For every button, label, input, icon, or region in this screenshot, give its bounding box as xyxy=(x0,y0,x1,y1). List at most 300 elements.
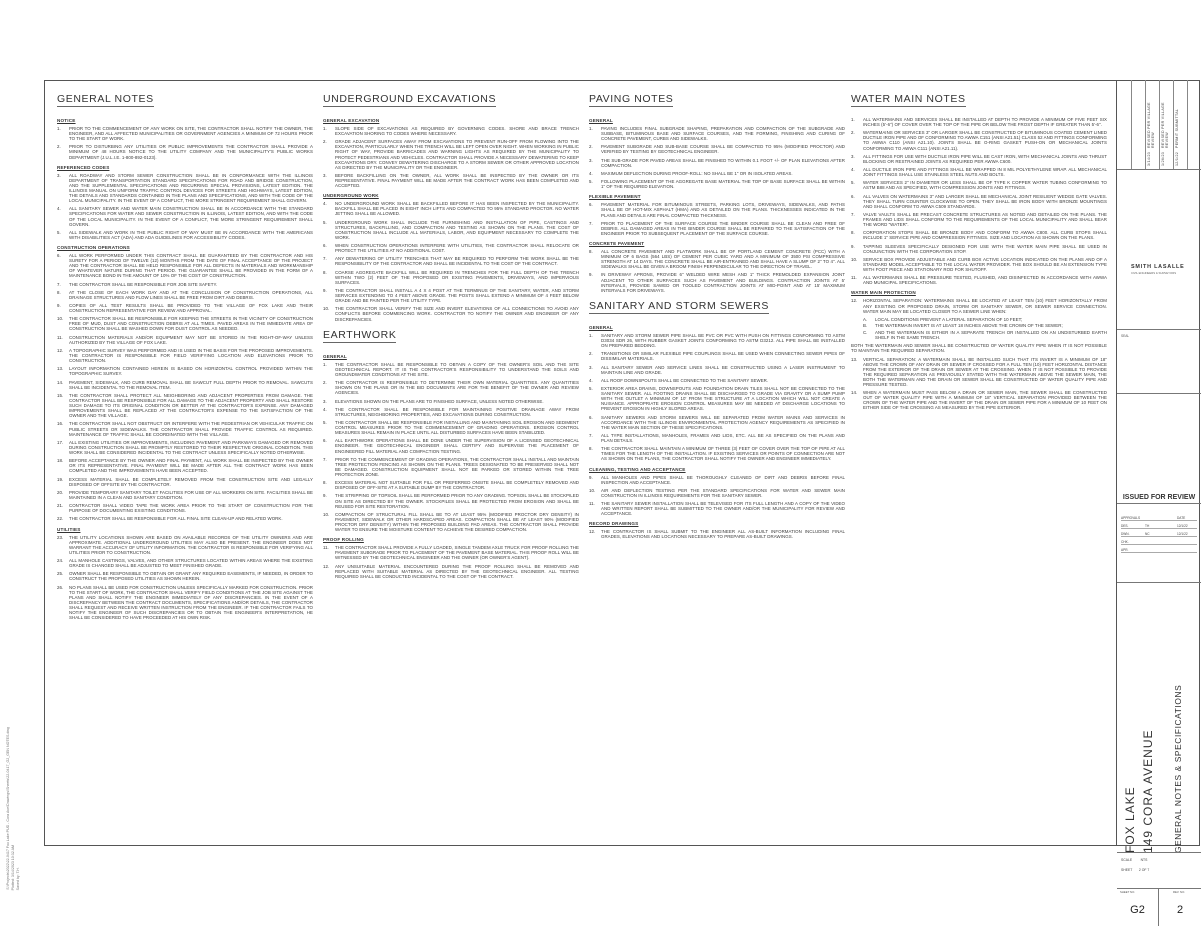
paving-title: PAVING NOTES xyxy=(589,93,674,105)
note-item xyxy=(57,585,313,621)
note-text: ELEVATIONS SHOWN ON THE PLANS ARE TO FINISHED SURFACE, UNLESS NOTED OTHERWISE. xyxy=(335,398,544,404)
note-item xyxy=(57,126,313,141)
note-number: 17. xyxy=(57,439,64,445)
concrete-pavement-list xyxy=(589,249,845,293)
note-text: PAVEMENT MATERIAL FOR BITUMINOUS STREETS, PARKING LOTS, DRIVEWAYS, SIDEWALKS, AND PATHS SHALL BE OF HOT-MIX ASPHALT (HMA) AND AS DETAILED ON THE PLANS. THICKNESSES INDICATED IN THE PLANS AND DETAILS ARE FINAL COMPACTED THICKNESS. xyxy=(601,202,845,218)
revision-entry-2: REVISED PER VILLAGE REVIEW xyxy=(1161,102,1169,148)
note-text: ALL SANITARY SEWER AND WATER MAIN CONSTRUCTION SHALL BE IN ACCORDANCE WITH THE STANDARD SPECIFICATIONS FOR WATER AND SEWER CONSTRUCTION IN ILLINOIS, LATEST EDITION, AND WITH THE CODE OF THE LOCAL MUNICIPALITY. IN THE EVENT OF A CONFLICT, THE MORE STRINGENT REQUIREMENT SHALL GOVERN. xyxy=(69,206,313,227)
note-text: THE CONTRACTOR SHALL BE RESPONSIBLE FOR KEEPING THE STREETS IN THE VICINITY OF CONSTRUCTION FREE OF MUD, DUST AND CONSTRUCTION DEBRIS AT ALL TIMES. PAVED AREAS IN THE IMMEDIATE AREA OF CONSTRUCTION SHALL BE WASHED DOWN FOR DUST CONTROL AS NEEDED. xyxy=(69,316,313,332)
note-number: 8. xyxy=(589,248,593,254)
note-number: 8. xyxy=(57,289,61,295)
note-item xyxy=(323,126,579,136)
note-text: PAVEMENT, SIDEWALK, AND CURB REMOVAL SHALL BE SAWCUT FULL DEPTH PRIOR TO REMOVAL. SAWCUTS SHALL BE INCIDENTAL TO THE REMOVAL ITEM. xyxy=(69,379,313,390)
note-item xyxy=(589,272,845,292)
record-drawings-heading: RECORD DRAWINGS xyxy=(589,521,639,527)
note-text: AND THE WATERMAIN IS EITHER IN A SEPARATE TRENCH OR INSTALLED ON AN UNDISTURBED EARTH SHELF IN THE SAME TRENCH. xyxy=(875,330,1107,341)
note-number: 20. xyxy=(57,489,64,495)
note-item xyxy=(57,206,313,226)
note-number: 5. xyxy=(851,180,855,186)
note-item xyxy=(851,298,1107,313)
note-item xyxy=(589,386,845,411)
note-number: 10. xyxy=(323,306,330,312)
note-item xyxy=(323,173,579,188)
note-text: COARSE AGGREGATE BACKFILL WILL BE REQUIRED IN TRENCHES FOR THE FULL DEPTH OF THE TRENCH WITHIN TWO (2) FEET OF THE PROPOSED OR EXISTING PAVEMENTS, DRIVEWAYS, AND IMPERVIOUS SURFACES. xyxy=(335,269,579,285)
note-number: B. xyxy=(863,323,868,329)
note-text: CONSTRUCTION MATERIALS AND/OR EQUIPMENT MAY NOT BE STORED IN THE RIGHT-OF-WAY UNLESS AUTHORIZED BY THE VILLAGE OF FOX LAKE. xyxy=(69,334,313,345)
note-item xyxy=(57,348,313,363)
note-text: SANITARY AND STORM SEWER PIPE SHALL BE PVC OR PVC WITH PUSH ON FITTINGS CONFORMING TO ASTM D3034 SDR 26, WITH RUBBER GASKET JOINTS CONFORMING TO ASTM D3212. ALL PIPE SHALL BE INSTALLED ON PREPARED BEDDING. xyxy=(601,332,845,349)
note-item xyxy=(57,393,313,418)
proof-rolling-heading: PROOF ROLLING xyxy=(323,537,364,543)
title-block xyxy=(1116,80,1200,916)
note-item xyxy=(57,230,313,240)
note-number: 9. xyxy=(589,474,593,480)
water-protection-heading: WATER MAIN PROTECTION xyxy=(851,290,916,296)
note-item xyxy=(589,221,845,236)
note-text: BEFORE ACCEPTANCE BY THE OWNER AND FINAL PAYMENT, ALL WORK SHALL BE INSPECTED BY THE OWNER OR ITS REPRESENTATIVE. FINAL PAYMENT WILL BE MADE AFTER ALL THE CONTRACT WORK HAS BEEN COMPLETED AND THE IMPROVEMENTS HAVE BEEN ACCEPTED. xyxy=(69,458,313,474)
proof-rolling-list xyxy=(323,545,579,579)
note-text: THE SANITARY SEWER INSTALLATION SHALL BE TELEVISED FOR ITS FULL LENGTH AND A COPY OF THE VIDEO AND WRITTEN REPORT SHALL BE SUBMITTED TO THE OWNER AND/OR THE MUNICIPALITY FOR REVIEW AND ACCEPTANCE. xyxy=(601,501,845,517)
note-item xyxy=(57,571,313,581)
note-number: 9. xyxy=(589,272,593,278)
note-number: 9. xyxy=(851,243,855,249)
note-item xyxy=(57,303,313,313)
note-text: THE CONTRACTOR SHALL BE RESPONSIBLE TO OBTAIN A COPY OF THE OWNER'S SOIL AND THE SITE GEOTECHNICAL REPORT. IT IS THE CONTRACTOR'S RESPONSIBILITY TO UNDERSTAND THE SOILS AND GROUNDWATER CONDITIONS AT THE SITE. xyxy=(335,361,579,377)
note-text: ANY UNSUITABLE MATERIAL ENCOUNTERED DURING THE PROOF ROLLING SHALL BE REMOVED AND REPLACED WITH SUITABLE MATERIAL AS DIRECTED BY THE GEOTECHNICAL ENGINEER. ALL TESTING REQUIRED SHALL BE CONDUCTED INCIDENTAL TO THE COST OF THE CONTRACT. xyxy=(335,563,579,579)
note-number: 2. xyxy=(323,139,327,145)
approval-row: CHK. xyxy=(1121,538,1197,545)
note-text: LOCAL CONDITIONS PREVENT A LATERAL SEPARATION OF 10 FEET; xyxy=(875,316,1023,322)
note-text: THE CONTRACTOR SHALL PROVIDE A FULLY LOADED, SINGLE TANDEM AXLE TRUCK FOR PROOF ROLLING THE PAVEMENT SUBGRADE PRIOR TO PLACEMENT OF THE PAVEMENT BASE MATERIAL. THIS PROOF ROLL WILL BE WITNESSED BY THE GEOTECHNICAL ENGINEER AND THE OWNER (OR OWNER'S AGENT). xyxy=(335,545,579,561)
note-text: THE CONTRACTOR SHALL BE RESPONSIBLE FOR JOB SITE SAFETY. xyxy=(69,281,218,287)
note-text: OWNER SHALL BE RESPONSIBLE TO OBTAIN OR GRANT ANY REQUIRED EASEMENTS, IF NEEDED, IN ORDER TO CONSTRUCT THE PROPOSED UTILITIES AS SHOWN HEREIN. xyxy=(69,571,313,582)
vertical-separation-list xyxy=(851,357,1107,411)
note-number: 10. xyxy=(323,511,330,517)
note-number: 1. xyxy=(57,126,61,131)
note-item xyxy=(57,380,313,390)
note-text: PROVIDE TEMPORARY SANITARY TOILET FACILITIES FOR USE OF ALL WORKERS ON SITE. FACILITIES SHALL BE MAINTAINED IN A CLEAN AND SANITARY CONDITION. xyxy=(69,489,313,500)
record-drawings-list xyxy=(589,529,845,539)
note-number: 9. xyxy=(323,288,327,293)
note-number: 6. xyxy=(589,202,593,208)
note-number: 6. xyxy=(323,243,327,249)
note-item xyxy=(323,480,579,490)
note-number: 4. xyxy=(589,170,593,176)
note-text: ALL ROADWAY AND STORM SEWER CONSTRUCTION SHALL BE IN CONFORMANCE WITH THE ILLINOIS DEPARTMENT OF TRANSPORTATION STANDARD SPECIFICATIONS FOR ROAD AND BRIDGE CONSTRUCTION, AND THE SUPPLEMENTAL SPECIFICATIONS AND RECURRING SPECIAL PROVISIONS, LATEST EDITION. THE ILLINOIS MANUAL ON UNIFORM TRAFFIC CONTROL DEVICES FOR STREETS AND HIGHWAYS, LATEST EDITION, THE DETAILS AND STANDARDS CONTAINED IN THE PLANS AND SPECIFICATIONS, AND WITH THE CODE OF THE LOCAL MUNICIPALITY. IN THE EVENT OF A CONFLICT, THE MORE STRINGENT REQUIREMENT SHALL GOVERN. xyxy=(69,172,313,204)
note-number: 4. xyxy=(323,406,327,412)
note-text: WHEN A WATERMAIN MUST PASS BELOW A DRAIN OR SEWER MAIN, THE SEWER SHALL BE CONSTRUCTED OUT OF WATER QUALITY PIPE WITH A MINIMUM OF 18" VERTICAL SEPARATION PROVIDED BETWEEN THE CROWN OF THE WATER PIPE AND THE INVERT OF THE DRAIN OR SEWER PIPE FOR A MINIMUM OF 10 FEET ON EITHER SIDE OF THE CROSSING AS MEASURED BY THE PIPE EXTERIOR. xyxy=(863,390,1107,411)
firm-subtitle: CIVIL ENGINEERS & SURVEYORS xyxy=(1131,271,1177,275)
note-item xyxy=(57,144,313,159)
note-item xyxy=(589,433,845,443)
revision-date-1: 3/14/23 xyxy=(1147,151,1151,166)
revision-entry-1: REVISED PER VILLAGE REVIEW xyxy=(1147,102,1155,148)
note-item xyxy=(589,415,845,430)
note-item xyxy=(851,244,1107,254)
paving-general-list xyxy=(589,126,845,189)
note-text: THE STRIPPING OF TOPSOIL SHALL BE PERFORMED PRIOR TO ANY GRADING. TOPSOIL SHALL BE STOCKPILED ON SITE AS DIRECTED BY THE OWNER. STOCKPILES SHALL BE PROTECTED FROM EROSION AND SHALL BE REUSED FOR SITE RESTORATION. xyxy=(335,493,579,509)
note-item xyxy=(323,545,579,560)
note-text: ALL SIDEWALK AND WORK IN THE PUBLIC RIGHT OF WAY MUST BE IN ACCORDANCE WITH THE AMERICANS WITH DISABILITIES ACT (ADA) AND ADA GUIDELINES FOR ACCESSIBILITY CODES. xyxy=(69,229,313,240)
note-text: WATER SERVICES 2" IN DIAMETER OR LESS SHALL BE OF TYPE K COPPER WATER TUBING CONFORMING TO ASTM B88 AND AS SPECIFIED, WITH COMPRESSION JOINTS AND FITTINGS. xyxy=(863,180,1107,191)
note-item xyxy=(863,330,1107,340)
note-number: 1. xyxy=(589,126,593,131)
note-text: A TOPOGRAPHIC SURVEY WAS PERFORMED AND IS USED IN THE BASIS FOR THE PROPOSED IMPROVEMENTS. THE CONTRACTOR IS RESPONSIBLE FOR FIELD VERIFYING LOCATION AND ELEVATIONS PRIOR TO CONSTRUCTION. xyxy=(69,347,313,364)
revision-date-3: 12/1/22 xyxy=(1175,151,1179,166)
note-item xyxy=(851,357,1107,388)
plot-date-line: Plotted: 3/14/2023 10:32 AM xyxy=(11,844,15,890)
note-text: ALL EXISTING UTILITIES OR IMPROVEMENTS, INCLUDING PAVEMENT AND PARKWAYS DAMAGED OR REMOVED DURING CONSTRUCTION SHALL BE PROMPTLY RESTORED TO THEIR RESPECTIVE ORIGINAL CONDITION. THIS WORK SHALL BE CONSIDERED INCIDENTAL TO THE CONTRACT UNLESS SPECIFICALLY NOTED OTHERWISE. xyxy=(69,439,313,455)
note-number: 15. xyxy=(57,392,64,398)
note-item xyxy=(323,256,579,266)
note-item xyxy=(323,407,579,417)
note-number: 8. xyxy=(323,480,327,486)
seal-block xyxy=(1117,330,1201,394)
note-text: ALL CONCRETE PAVEMENT AND FLATWORK SHALL BE OF PORTLAND CEMENT CONCRETE (PCC) WITH A MINIMUM OF 6 BAGS (564 LBS) OF CEMENT PER CUBIC YARD AND A MINIMUM OF 3500 PSI COMPRESSIVE STRENGTH AT 14 DAYS. THE CONCRETE SHALL BE AIR-ENTRAINED AND SHALL HAVE A SLUMP OF 2" TO 4". ALL SIDEWALKS SHALL BE GIVEN A BROOM FINISH PERPENDICULAR TO THE DIRECTION OF TRAVEL. xyxy=(601,248,845,270)
note-text: ALL FITTINGS FOR USE WITH DUCTILE IRON PIPE WILL BE CAST IRON, WITH MECHANICAL JOINTS AND THRUST BLOCKING OR RESTRAINED JOINTS AS REQUIRED PER AWWA C600. xyxy=(863,153,1107,164)
note-number: 3. xyxy=(323,172,327,178)
note-text: HORIZONTAL SEPARATION: WATERMAINS SHALL BE LOCATED AT LEAST TEN (10) FEET HORIZONTALLY FROM ANY EXISTING OR PROPOSED DRAIN, STORM OR SANITARY SEWER, OR SEWER SERVICE CONNECTION. WATER MAIN MAY BE LOCATED CLOSER TO A SEWER LINE WHEN: xyxy=(863,298,1107,314)
note-item xyxy=(57,535,313,555)
note-number: 24. xyxy=(57,557,64,563)
note-text: EXCESS MATERIAL SHALL BE COMPLETELY REMOVED FROM THE CONSTRUCTION SITE AND LEGALLY DISPOSED OF OFFSITE BY THE CONTRACTOR. xyxy=(69,476,313,487)
construction-operations-heading: CONSTRUCTION OPERATIONS xyxy=(57,244,130,250)
general-notes-column xyxy=(57,89,313,839)
note-item xyxy=(57,316,313,331)
sanitary-general-heading: GENERAL xyxy=(589,324,613,330)
underground-title: UNDERGROUND EXCAVATIONS xyxy=(323,93,497,105)
note-item xyxy=(323,564,579,579)
note-item xyxy=(851,390,1107,410)
note-number: 3. xyxy=(323,398,327,404)
note-number: 13. xyxy=(851,356,858,362)
note-text: THE WATERMAIN INVERT IS AT LEAST 18 INCHES ABOVE THE CROWN OF THE SEWER; xyxy=(875,323,1063,329)
note-text: TRANSITIONS OR SIMILAR FLEXIBLE PIPE COUPLINGS SHALL BE USED WHEN CONNECTING SEWER PIPES OF DISSIMILAR MATERIALS. xyxy=(601,351,845,362)
note-number: 4. xyxy=(589,377,593,383)
note-number: 8. xyxy=(851,230,855,236)
note-text: THE CONTRACTOR IS SHALL SUBMIT TO THE ENGINEER ALL AS-BUILT INFORMATION INCLUDING FINAL GRADES, ELEVATIONS AND LOCATIONS NECESSARY TO PREPARE AS-BUILT DRAWINGS. xyxy=(601,529,845,540)
note-item xyxy=(589,179,845,189)
note-text: BEFORE BACKFILLING ON THE OWNER, ALL WORK SHALL BE INSPECTED BY THE OWNER OR ITS REPRESENTATIVE. FINAL PAYMENT WILL BE MADE AFTER THE CONTRACT WORK HAS BEEN COMPLETED AND ACCEPTED. xyxy=(335,172,579,189)
note-item xyxy=(57,366,313,376)
note-number: 4. xyxy=(57,206,61,212)
note-item xyxy=(589,446,845,461)
note-text: ALL TYPE INSTALLATIONS, MANHOLES, FRAMES AND LIDS, ETC. ALL BE AS SPECIFIED ON THE PLANS AND PLAN DETAILS. xyxy=(601,432,845,444)
file-path-line: S:\Projects\2022\22-0417 Fox Lake PUD - Cora Ave\Drawings\Sheets\22-0417_G2_GEN NOTES.dwg xyxy=(6,727,10,890)
sheet-number: G2 xyxy=(1117,888,1159,926)
note-item xyxy=(323,457,579,477)
note-text: THE CONTRACTOR SHALL BE RESPONSIBLE FOR ALL FINAL SITE CLEAN-UP AND RELATED WORK. xyxy=(69,516,283,522)
note-text: ALL DUCTILE IRON PIPE AND FITTINGS SHALL BE WRAPPED IN 8 MIL POLYETHYLENE WRAP. ALL MECHANICAL JOINT FITTINGS SHALL USE STAINLESS STEEL NUTS AND BOLTS. xyxy=(863,167,1107,178)
note-text: THE CONTRACTOR SHALL PROTECT ALL NEIGHBORING AND ADJACENT PROPERTIES FROM DAMAGE. THE CONTRACTOR SHALL BE RESPONSIBLE FOR ALL DAMAGE TO THE ADJACENT PROPERTY AND SHALL RESTORE SUCH DAMAGE TO ITS ORIGINAL CONDITION OR BETTER AT THE CONTRACTOR'S EXPENSE. ANY DAMAGED IMPROVEMENTS SHALL BE REPLACED AT THE CONTRACTOR'S EXPENSE TO THE SATISFACTION OF THE OWNER AND THE VILLAGE. xyxy=(69,392,313,419)
note-number: 5. xyxy=(323,219,327,225)
note-number: 16. xyxy=(57,421,64,427)
notice-heading: NOTICE xyxy=(57,118,76,123)
note-number: 12. xyxy=(851,298,858,304)
note-item xyxy=(851,130,1107,150)
note-text: AT THE CLOSE OF EACH WORK DAY AND AT THE CONCLUSION OF CONSTRUCTION OPERATIONS, ALL DRAINAGE STRUCTURES AND FLOW LINES SHALL BE FREE FROM DIRT AND DEBRIS. xyxy=(69,289,313,300)
status-block xyxy=(1117,394,1201,504)
note-number: 2. xyxy=(589,351,593,357)
note-number: 5. xyxy=(589,386,593,392)
note-text: VALVE VAULTS SHALL BE PRECAST CONCRETE STRUCTURES AS NOTED AND DETAILED ON THE PLANS. THE FRAMES AND LIDS SHALL CONFORM TO THE REQUIREMENTS OF THE LOCAL MUNICIPALITY AND SHALL BEAR THE WORD "WATER". xyxy=(863,211,1107,228)
note-item xyxy=(57,421,313,436)
note-item xyxy=(851,275,1107,285)
note-number: 14. xyxy=(57,379,64,385)
note-number: 25. xyxy=(57,571,64,577)
utilities-list xyxy=(57,535,313,621)
note-text: THE CONTRACTOR SHALL BE RESPONSIBLE FOR MAINTAINING POSITIVE DRAINAGE AWAY FROM STRUCTURES, NEIGHBORING PROPERTIES, AND EXCAVATIONS DURING CONSTRUCTION. xyxy=(335,406,579,417)
referenced-codes-list xyxy=(57,173,313,240)
note-number: 11. xyxy=(851,275,857,281)
note-text: COMPACTION OF STRUCTURAL FILL SHALL BE TO AT LEAST 95% (MODIFIED PROCTOR DRY DENSITY) IN PAVEMENT, SIDEWALK OR OTHER HARDSCAPED AREAS. COMPACTION SHALL BE AT LEAST 90% (MODIFIED PROCTOR DRY DENSITY) WITHIN THE PROPOSED BUILDING PAD AREAS. THE CONTRACTOR SHALL PROVIDE WATER TO ENSURE THE MOISTURE CONTENT TO ACHIEVE THE DESIRED COMPACTION. xyxy=(335,511,579,533)
note-text: ALL SANITARY SEWER AND SERVICE LINES SHALL BE CONSTRUCTED USING A LASER INSTRUMENT TO MAINTAIN LINE AND GRADE. xyxy=(601,364,845,375)
note-text: IN DRIVEWAY APRONS, PROVIDE 6" WELDED WIRE MESH AND 1" THICK PREMOLDED EXPANSION JOINT ADJACENT TO OTHER SURFACES SUCH AS PAVEMENT AND BUILDINGS. CONTRACTION JOINTS AT 5' INTERVALS, PROVIDE SAWED OR TOOLED CONTRACTION JOINTS AT MID-POINT AND AT 15' MAXIMUM INTERVALS FOR DRIVEWAYS. xyxy=(601,272,845,293)
flexible-pavement-heading: FLEXIBLE PAVEMENT xyxy=(589,194,641,200)
general-excavation-heading: GENERAL EXCAVATION xyxy=(323,118,380,123)
note-number: 12. xyxy=(57,347,64,353)
note-text: PRIOR TO PLACEMENT OF THE SURFACE COURSE THE BINDER COURSE SHALL BE CLEAN AND FREE OF DEBRIS. ALL DAMAGED AREAS IN THE BINDER COURSE SHALL BE REPAIRED TO THE SATISFACTION OF THE ENGINEER PRIOR TO SUBSEQUENT PLACEMENT OF THE SURFACE COURSE. xyxy=(601,220,845,236)
cleaning-testing-list xyxy=(589,475,845,517)
note-number: 1. xyxy=(323,126,327,131)
note-item xyxy=(589,529,845,539)
note-item xyxy=(851,154,1107,164)
note-item xyxy=(851,257,1107,272)
note-number: 22. xyxy=(57,516,64,522)
note-text: PRIOR TO THE COMMENCEMENT OF GRADING OPERATIONS, THE CONTRACTOR SHALL INSTALL AND MAINTAIN TREE PROTECTION FENCING AS SHOWN ON THE PLANS. TREES DESIGNATED TO BE PRESERVED SHALL NOT BE DAMAGED. CONSTRUCTION EQUIPMENT SHALL NOT BE PARKED OR STORED WITHIN THE TREE PROTECTION ZONE. xyxy=(335,456,579,477)
note-number: 3. xyxy=(851,153,855,159)
seal-label: SEAL xyxy=(1121,334,1130,338)
utilities-heading: UTILITIES xyxy=(57,526,81,532)
underground-work-heading: UNDERGROUND WORK xyxy=(323,193,379,199)
note-text: GRADE ADJACENT SURFACES AWAY FROM EXCAVATIONS TO PREVENT RUN-OFF FROM FLOWING INTO THE EXCAVATION, PARTICULARLY WHEN THE TRENCH WILL BE LEFT OPEN OVER NIGHT. WHEN WORKING IN PUBLIC RIGHT OF WAY, PROVIDE BARRICADES AND WARNING LIGHTS AS REQUIRED BY THE MUNICIPALITY TO PROTECT PEDESTRIANS AND VEHICLES. CONTRACTOR SHALL PROVIDE A NECESSARY DEWATERING TO KEEP EXCAVATIONS DRY. CONVEY DEWATERING DISCHARGE TO A STORM SEWER OR OTHER APPROVED LOCATION AS DIRECTED BY THE MUNICIPALITY OR THE ENGINEER. xyxy=(335,139,579,170)
note-number: 19. xyxy=(57,476,64,482)
note-text: NO UNDERGROUND WORK SHALL BE BACKFILLED BEFORE IT HAS BEEN INSPECTED BY THE MUNICIPALITY. BACKFILL SHALL BE PLACED IN EIGHT INCH LIFTS AND COMPACTED TO 95% STANDARD PROCTOR. NO WATER JETTING SHALL BE ALLOWED. xyxy=(335,201,579,217)
approval-row: DES. TH 12/1/22 xyxy=(1121,522,1197,529)
note-text: THE UTILITY LOCATIONS SHOWN ARE BASED ON AVAILABLE RECORDS OF THE UTILITY OWNERS AND ARE APPROXIMATE. ADDITIONAL UNDERGROUND UTILITIES MAY ALSO BE PRESENT. THE ENGINEER DOES NOT WARRANT THE ACCURACY OF UTILITY INFORMATION. THE CONTRACTOR IS RESPONSIBLE FOR VERIFYING ALL UTILITIES PRIOR TO CONSTRUCTION. xyxy=(69,534,313,555)
revision-entry-3: PERMIT SUBMITTAL xyxy=(1175,108,1179,148)
note-item xyxy=(589,365,845,375)
note-number: 12. xyxy=(589,529,596,535)
note-text: WATERMAINS OR SERVICES 3" OR LARGER SHALL BE CONSTRUCTED OF BITUMINOUS COATED CEMENT LINED DUCTILE IRON PIPE AND OF CONFORMING TO AWWA C151 (ANSI A21.51) CLASS 52 AND FITTINGS CONFORMING TO AWWA C110 (ANSI A21.10). JOINTS SHALL BE O-RING GASKET PUSH-ON OR MECHANICAL JOINTS CONFORMING TO AWWA C111 (ANSI A21.11). xyxy=(863,130,1107,151)
sheet-title: GENERAL NOTES & SPECIFICATIONS xyxy=(1173,684,1183,853)
note-text: EXCESS MATERIAL NOT SUITABLE FOR FILL OR PREFERRED ONSITE SHALL BE COMPLETELY REMOVED AND DISPOSED OF OFF-SITE AT A SUITABLE DUMP BY THE CONTRACTOR. xyxy=(335,480,579,491)
note-number: 6. xyxy=(851,193,855,199)
sanitary-title: SANITARY AND STORM SEWERS xyxy=(589,299,769,312)
note-number: 5. xyxy=(323,419,327,425)
note-text: THE CONTRACTOR SHALL BE RESPONSIBLE FOR INSTALLING AND MAINTAINING SOIL EROSION AND SEDIMENT CONTROL MEASURES PRIOR TO THE COMMENCEMENT OF GRADING OPERATIONS. EROSION CONTROL MEASURES SHALL REMAIN IN PLACE UNTIL ALL DISTURBED SURFACES HAVE BEEN STABILIZED. xyxy=(335,419,579,436)
note-text: TAPPING SLEEVES SPECIFICALLY DESIGNED FOR USE WITH THE WATER MAIN PIPE SHALL BE USED IN CONJUNCTION WITH THE CORPORATION STOP. xyxy=(863,243,1107,254)
note-text: WHEN CONSTRUCTION OPERATIONS INTERFERE WITH UTILITIES, THE CONTRACTOR SHALL RELOCATE OR PROTECT THE UTILITIES AT NO ADDITIONAL COST. xyxy=(335,243,579,254)
note-number: 7. xyxy=(589,432,593,438)
approval-row: DWN. NC 12/1/22 xyxy=(1121,530,1197,537)
note-item xyxy=(589,351,845,361)
construction-operations-list xyxy=(57,253,313,522)
water-main-title: WATER MAIN NOTES xyxy=(851,93,966,105)
note-item xyxy=(57,477,313,487)
note-item xyxy=(57,490,313,500)
note-number: 1. xyxy=(851,117,855,122)
note-item xyxy=(323,512,579,532)
note-number: 10. xyxy=(589,487,596,493)
issued-for-review-stamp: ISSUED FOR REVIEW xyxy=(1122,494,1196,501)
note-text: SANITARY SEWERS AND STORM SEWERS WILL BE SEPARATED FROM WATER MAINS AND SERVICES IN ACCORDANCE WITH THE ILLINOIS ENVIRONMENTAL PROTECTION AGENCY REQUIREMENTS AS SPECIFIED IN THE WATER MAIN SECTION OF THESE SPECIFICATIONS. xyxy=(601,414,845,430)
cleaning-testing-heading: CLEANING, TESTING AND ACCEPTANCE xyxy=(589,466,686,472)
note-item xyxy=(323,243,579,253)
note-number: 3. xyxy=(589,364,593,370)
project-name: FOX LAKE xyxy=(1123,786,1137,853)
note-item xyxy=(323,139,579,170)
note-text: LAYOUT INFORMATION CONTAINED HEREIN IS BASED ON HORIZONTAL CONTROL PROVIDED WITHIN THE TOPOGRAPHIC SURVEY. xyxy=(69,366,313,377)
sanitary-list xyxy=(589,333,845,462)
note-text: FOLLOWING PLACEMENT OF THE AGGREGATE BASE MATERIAL THE TOP OF BASE SURFACE SHALL BE WITHIN 1" OF THE REQUIRED ELEVATION. xyxy=(601,179,845,190)
approvals-block xyxy=(1117,512,1201,582)
note-number: 2. xyxy=(589,144,593,150)
note-number: 3. xyxy=(57,172,61,178)
scale-row: SCALE NTS xyxy=(1121,858,1148,862)
note-item xyxy=(57,173,313,204)
revision-number: 2 xyxy=(1159,888,1201,926)
note-item xyxy=(57,458,313,473)
note-item xyxy=(851,180,1107,190)
note-item xyxy=(57,282,313,287)
note-text: NO PLANS SHALL BE USED FOR CONSTRUCTION UNLESS SPECIFICALLY MARKED FOR CONSTRUCTION. PRIOR TO THE START OF WORK, THE CONTRACTOR SHALL VERIFY FIELD CONDITIONS AT THE JOB SITE AGAINST THE PLANS AND SHALL NOTIFY THE ENGINEER IMMEDIATELY OF ANY DISCREPANCIES. IN THE EVENT OF A DISCREPANCY BETWEEN THE CONTRACT DOCUMENTS, SPECIFICATIONS AND/OR DETAILS, THE CONTRACTOR SHALL REQUEST AND RECEIVE WRITTEN INSTRUCTION FROM THE ENGINEER. IF THE CONTRACTOR FAILS TO NOTIFY THE ENGINEER OF SUCH DISCREPANCIES OR TO OBTAIN THE ENGINEER'S INTERPRETATION, HE SHALL BE CONSIDERED TO HAVE PROCEEDED AT HIS OWN RISK. xyxy=(69,584,313,621)
note-item xyxy=(863,323,1107,328)
note-item xyxy=(57,290,313,300)
note-item xyxy=(323,420,579,435)
note-item xyxy=(57,253,313,278)
note-number: 2. xyxy=(57,144,61,150)
note-number: 7. xyxy=(851,211,855,217)
paving-general-heading: GENERAL xyxy=(589,118,613,123)
note-number: 10. xyxy=(57,316,64,322)
note-item xyxy=(57,516,313,521)
note-item xyxy=(589,488,845,498)
note-item xyxy=(57,440,313,455)
referenced-codes-heading: REFERENCED CODES xyxy=(57,164,110,170)
note-number: 10. xyxy=(851,256,858,262)
separation-conditions-list xyxy=(863,317,1107,340)
note-text: THE CONTRACTOR SHALL NOT OBSTRUCT OR INTERFERE WITH THE PEDESTRIAN OR VEHICULAR TRAFFIC ON PUBLIC STREETS OR SIDEWALKS. THE CONTRACTOR SHALL PROVIDE TRAFFIC CONTROL AS REQUIRED. MAINTENANCE OF TRAFFIC SHALL BE COORDINATED WITH THE VILLAGE. xyxy=(69,421,313,437)
note-number: 11. xyxy=(323,545,329,551)
note-number: 8. xyxy=(323,269,327,275)
note-number: 6. xyxy=(589,414,593,420)
firm-logo-block xyxy=(1117,170,1201,330)
approval-row: APR. xyxy=(1121,546,1197,553)
revision-block xyxy=(1117,80,1201,170)
note-item xyxy=(323,288,579,303)
note-item xyxy=(57,503,313,513)
note-item xyxy=(323,380,579,395)
general-excavation-list xyxy=(323,126,579,188)
note-item xyxy=(863,317,1107,322)
note-number: 2. xyxy=(323,380,327,386)
note-number: 1. xyxy=(323,361,327,367)
note-item xyxy=(589,333,845,348)
water-main-column xyxy=(851,89,1107,839)
rev-no-label: REV. NO. xyxy=(1173,890,1186,894)
note-number: 21. xyxy=(57,503,64,509)
note-text: THE CONTRACTOR SHALL VERIFY THE SIZE AND INVERT ELEVATIONS OF ALL CONNECTIONS TO AVOID ANY CONFLICTS BEFORE COMMENCING WORK. CONTRACTOR TO NOTIFY THE OWNER AND ENGINEER OF ANY DISCREPANCIES. xyxy=(335,306,579,322)
note-number: 6. xyxy=(57,252,61,258)
sheet-of-row: SHEET 2 OF 7 xyxy=(1121,868,1150,872)
note-item xyxy=(851,230,1107,240)
note-text: SERVICE BOX PROVIDE ADJUSTABLE AND CURB BOX ACTIVE LOCATION INDICATED ON THE PLANS AND OF A STANDARD MODEL ACCEPTABLE TO THE LOCAL WATER PROVIDER. THE BOX SHOULD BE AN EXTENSION TYPE WITH FOOT PIECE AND STATIONARY ROD FOR SHUTOFF. xyxy=(863,256,1107,273)
note-text: ALL MANHOLE CASTINGS, VALVES, AND OTHER STRUCTURES LOCATED WITHIN AREAS WHERE THE EXISTING GRADE IS CHANGED SHALL BE ADJUSTED TO MEET FINISHED GRADE. xyxy=(69,557,313,569)
note-text: AIR AND DEFLECTION TESTING PER THE STANDARD SPECIFICATIONS FOR WATER AND SEWER MAIN CONSTRUCTION IN ILLINOIS REQUIREMENTS FOR THE SANITARY SEWER. xyxy=(601,487,845,498)
note-item xyxy=(323,270,579,285)
note-number: 11. xyxy=(57,334,63,340)
project-address: 149 CORA AVENUE xyxy=(1141,729,1155,853)
note-number: 14. xyxy=(851,390,858,396)
note-number: 5. xyxy=(57,229,61,235)
note-text: ALL VALVES ON WATERMAINS 3" AND LARGER SHALL BE MECHANICAL JOINT RESILIENT WEDGE GATE VALVES. THEY SHALL TURN COUNTER CLOCKWISE TO OPEN. THEY SHALL BE IRON BODY WITH BRONZE MOUNTINGS AND SHALL CONFORM TO AWWA C509 STANDARDS. xyxy=(863,193,1107,209)
note-text: ALL WORK PERFORMED UNDER THIS CONTRACT SHALL BE GUARANTEED BY THE CONTRACTOR AND HIS SURETY FOR A PERIOD OF TWELVE (12) MONTHS FROM THE DATE OF FINAL ACCEPTANCE OF THE PROJECT AND THE CONTRACTOR SHALL BE HELD RESPONSIBLE FOR ALL DEFECTS IN MATERIALS AND WORKMANSHIP OF WHATEVER NATURE DURING THAT PERIOD. THE GUARANTEE SHALL BE PROVIDED IN THE FORM OF A MAINTENANCE BOND IN THE AMOUNT OF 10% OF THE COST OF CONSTRUCTION. xyxy=(69,252,313,279)
note-number: 1. xyxy=(589,332,593,338)
note-number: 3. xyxy=(589,157,593,163)
note-text: PRIOR TO THE COMMENCEMENT OF ANY WORK ON SITE, THE CONTRACTOR SHALL NOTIFY THE OWNER, THE ENGINEER, AND ALL AFFECTED MUNICIPALITIES OR GOVERNMENT AGENCIES A MINIMUM OF 72 HOURS PRIOR TO THE START OF WORK. xyxy=(69,126,313,142)
note-number: 7. xyxy=(57,281,61,287)
note-text: COPIES OF ALL TEST RESULTS SHALL BE PROVIDED TO THE VILLAGE OF FOX LAKE AND THEIR CONSTRUCTION REPRESENTATIVE FOR REVIEW AND APPROVAL. xyxy=(69,303,313,314)
note-text: ANY DEWATERING OF UTILITY TRENCHES THAT MAY BE REQUIRED TO PERFORM THE WORK SHALL BE THE RESPONSIBILITY OF THE CONTRACTOR AND SHALL BE INCIDENTAL TO THE COST OF THE CONTRACT. xyxy=(335,256,579,267)
note-item xyxy=(589,202,845,217)
saved-by-line: Saved by: T.H. xyxy=(16,866,20,890)
firm-name: SMITH LASALLE xyxy=(1131,264,1185,270)
note-item xyxy=(851,212,1107,227)
note-item xyxy=(589,378,845,383)
note-number: 8. xyxy=(589,446,593,452)
earthwork-list xyxy=(323,362,579,532)
note-text: PRIOR TO DISTURBING ANY UTILITIES OR PUBLIC IMPROVEMENTS THE CONTRACTOR SHALL PROVIDE A MINIMUM OF 48 HOURS NOTICE TO THE UTILITY COMPANY AND THE MUNICIPALITY'S PUBLIC WORKS DEPARTMENT (J.U.L.I.E. 1-800-892-0123). xyxy=(69,144,313,160)
revision-date-2: 1/26/23 xyxy=(1161,151,1165,166)
note-number: 9. xyxy=(57,303,61,308)
note-text: ALL MANHOLES AND PIPES SHALL BE THOROUGHLY CLEANED OF DIRT AND DEBRIS BEFORE FINAL INSPECTION AND ACCEPTANCE. xyxy=(601,474,845,485)
note-item xyxy=(323,399,579,404)
note-text: SLOPE SIDE OF EXCAVATIONS AS REQUIRED BY GOVERNING CODES. SHORE AND BRACE TRENCH EXCAVATION SHORING TO CODES WHERE NECESSARY. xyxy=(335,126,579,137)
note-item xyxy=(57,335,313,345)
underground-work-list xyxy=(323,201,579,321)
note-item xyxy=(323,493,579,508)
note-item xyxy=(589,475,845,485)
note-item xyxy=(323,306,579,321)
general-notes-title: GENERAL NOTES xyxy=(57,93,154,105)
note-item xyxy=(589,144,845,154)
note-text: THE SUB-GRADE FOR PAVED AREAS SHALL BE FINISHED TO WITHIN 0.1 FOOT +/- OF PLAN ELEVATIONS AFTER COMPACTION. xyxy=(601,157,845,168)
note-text: THE CONTRACTOR SHALL MAINTAIN A MINIMUM OF THREE (3) FEET OF COVER OVER THE TOP OF PIPE AT ALL TIMES FOR THE LENGTH OF THE INSTALLATION. IF EXISTING SERVICES OR POINTS OF CONNECTION ARE NOT AS SHOWN ON THE PLANS, THE CONTRACTOR SHALL NOTIFY THE OWNER AND ENGINEER IMMEDIATELY. xyxy=(601,446,845,462)
paving-column xyxy=(589,89,845,839)
note-item xyxy=(323,362,579,377)
note-item xyxy=(589,249,845,269)
sheet-no-label: SHEET NO. xyxy=(1120,890,1136,894)
note-item xyxy=(323,220,579,240)
earthwork-title: EARTHWORK xyxy=(323,328,397,341)
note-item xyxy=(851,117,1107,127)
note-text: EXTERIOR AREA DRAINS, DOWNSPOUTS AND FOUNDATION DRAIN TILES SHALL NOT BE CONNECTED TO THE SANITARY SEWER. ALL FOOTING DRAINS SHALL BE DISCHARGED TO GRADE VIA GRAVITY OR A SUMP PUMP WITH THE OUTLET A MINIMUM OF 10' FROM THE STRUCTURE AT A LOCATION WHICH WILL NOT CREATE A NUISANCE. APPROPRIATE EROSION CONTROL MEASURES MAY BE NEEDED AT DISCHARGE LOCATIONS TO PREVENT EROSION IN HIGHLY SLOPED AREAS. xyxy=(601,386,845,412)
note-number: 11. xyxy=(589,501,595,507)
note-item xyxy=(851,194,1107,209)
note-number: 5. xyxy=(589,179,593,185)
separation-after-note: BOTH THE WATERMAIN AND SEWER SHALL BE CONSTRUCTED OF WATER QUALITY PIPE WHEN IT IS NOT POSSIBLE TO MAINTAIN THE REQUIRED SEPARATION. xyxy=(851,343,1107,354)
note-number: 4. xyxy=(851,167,855,173)
note-number: 23. xyxy=(57,534,64,540)
note-text: UNDERGROUND WORK SHALL INCLUDE THE FURNISHING AND INSTALLATION OF PIPE, CASTINGS AND STRUCTURES, BACKFILLING, AND COMPACTION AND TESTING AS SHOWN ON THE PLANS. THE COST OF CONSTRUCTION SHALL INCLUDE ALL MATERIALS, LABOR, AND EQUIPMENT NECESSARY TO COMPLETE THE WORK. xyxy=(335,219,579,240)
note-number: 2. xyxy=(851,130,855,136)
note-item xyxy=(589,126,845,141)
note-number: 13. xyxy=(57,366,64,372)
note-item xyxy=(589,171,845,176)
note-number: 26. xyxy=(57,584,64,590)
note-text: THE CONTRACTOR IS RESPONSIBLE TO DETERMINE THEIR OWN MATERIAL QUANTITIES. ANY QUANTITIES SHOWN ON THE PLANS OR IN THE BID DOCUMENTS ARE FOR THE BENEFIT OF THE OWNER AND REVIEW AGENCIES. xyxy=(335,380,579,396)
